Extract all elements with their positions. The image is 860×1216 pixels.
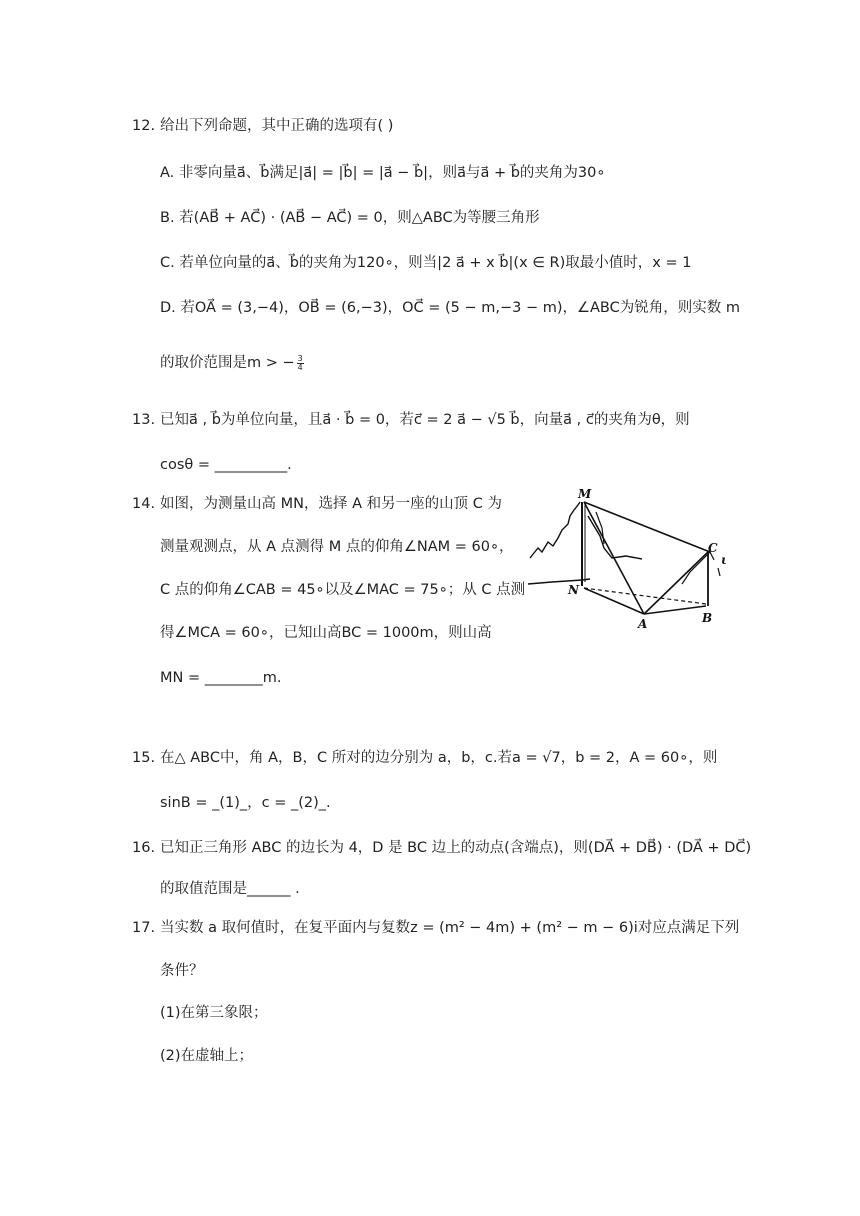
q14-line2: 测量观测点，从 A 点测得 M 点的仰角∠NAM = 60∘， xyxy=(160,539,514,555)
q12-option-c: C. 若单位向量的a⃗、b⃗的夹角为120∘，则当|2 a⃗ + x b⃗|(x ∈ R)取最小值时，x = 1 xyxy=(160,255,692,271)
q17-line2: 条件？ xyxy=(160,963,204,979)
mountain-survey-figure xyxy=(522,486,737,631)
segment-ac xyxy=(644,552,708,614)
hill-tick xyxy=(718,568,720,576)
mountain-outline xyxy=(530,502,580,558)
q15-line2: sinB = _(1)_，c = _(2)_. xyxy=(160,795,331,811)
q13-line1: 已知a⃗ , b⃗为单位向量，且a⃗ · b⃗ = 0，若c⃗ = 2 a⃗ − √5 b⃗，向量a⃗ , c⃗的夹角为θ，则 xyxy=(160,412,690,428)
q17-part2: (2)在虚轴上； xyxy=(160,1048,254,1064)
label-tick: ι xyxy=(721,553,727,567)
q13-line2: cosθ = __________. xyxy=(160,457,292,473)
q14-line1: 如图，为测量山高 MN，选择 A 和另一座的山顶 C 为 xyxy=(160,496,502,512)
q14-line5: MN = ________m. xyxy=(160,670,282,686)
q12-stem: 给出下列命题，其中正确的选项有( ) xyxy=(160,118,394,134)
q14-line4: 得∠MCA = 60∘，已知山高BC = 1000m，则山高 xyxy=(160,625,492,641)
label-b: B xyxy=(702,611,713,625)
q12-fraction-numerator: 3 xyxy=(297,353,303,363)
q14-line3: C 点的仰角∠CAB = 45∘以及∠MAC = 75∘；从 C 点测 xyxy=(160,582,526,598)
segment-ab xyxy=(644,606,706,614)
q17-part1: (1)在第三象限； xyxy=(160,1005,268,1021)
label-c: C xyxy=(708,541,718,555)
q17-line1: 当实数 a 取何值时，在复平面内与复数z = (m² − 4m) + (m² − m − 6)i对应点满足下列 xyxy=(160,920,740,936)
hill-c xyxy=(682,552,714,584)
q15-number: 15. xyxy=(132,750,156,766)
ground-line xyxy=(528,579,590,584)
q16-line1: 已知正三角形 ABC 的边长为 4，D 是 BC 边上的动点(含端点)，则(DA⃗ + DB⃗) · (DA⃗ + DC⃗) xyxy=(160,840,752,856)
q12-option-d-line2 xyxy=(160,353,304,373)
q13-number: 13. xyxy=(132,412,156,428)
q12-option-a: A. 非零向量a⃗、b⃗满足|a⃗| = |b⃗| = |a⃗ − b⃗|，则a⃗与a⃗ + b⃗的夹角为30∘ xyxy=(160,165,606,181)
q15-line1: 在△ ABC中，角 A，B，C 所对的边分别为 a，b，c.若a = √7，b = 2，A = 60∘，则 xyxy=(160,750,718,766)
q12-fraction-denominator: 4 xyxy=(297,362,303,372)
q17-number: 17. xyxy=(132,920,156,936)
q16-line2: 的取值范围是______ . xyxy=(160,881,300,897)
q12-option-d-line1: D. 若OA⃗ = (3,−4)，OB⃗ = (6,−3)，OC⃗ = (5 − m,−3 − m)，∠ABC为锐角，则实数 m xyxy=(160,300,740,316)
label-n: N xyxy=(568,583,579,597)
label-m: M xyxy=(578,487,592,501)
q12-option-b: B. 若(AB⃗ + AC⃗) · (AB⃗ − AC⃗) = 0，则△ABC为等腰三角形 xyxy=(160,210,540,226)
q12-option-d-text: 的取价范围是m > − xyxy=(160,355,295,371)
q14-number: 14. xyxy=(132,496,156,512)
q12-number: 12. xyxy=(132,118,156,134)
label-a: A xyxy=(638,617,648,631)
q16-number: 16. xyxy=(132,840,156,856)
q12-fraction xyxy=(297,355,304,372)
